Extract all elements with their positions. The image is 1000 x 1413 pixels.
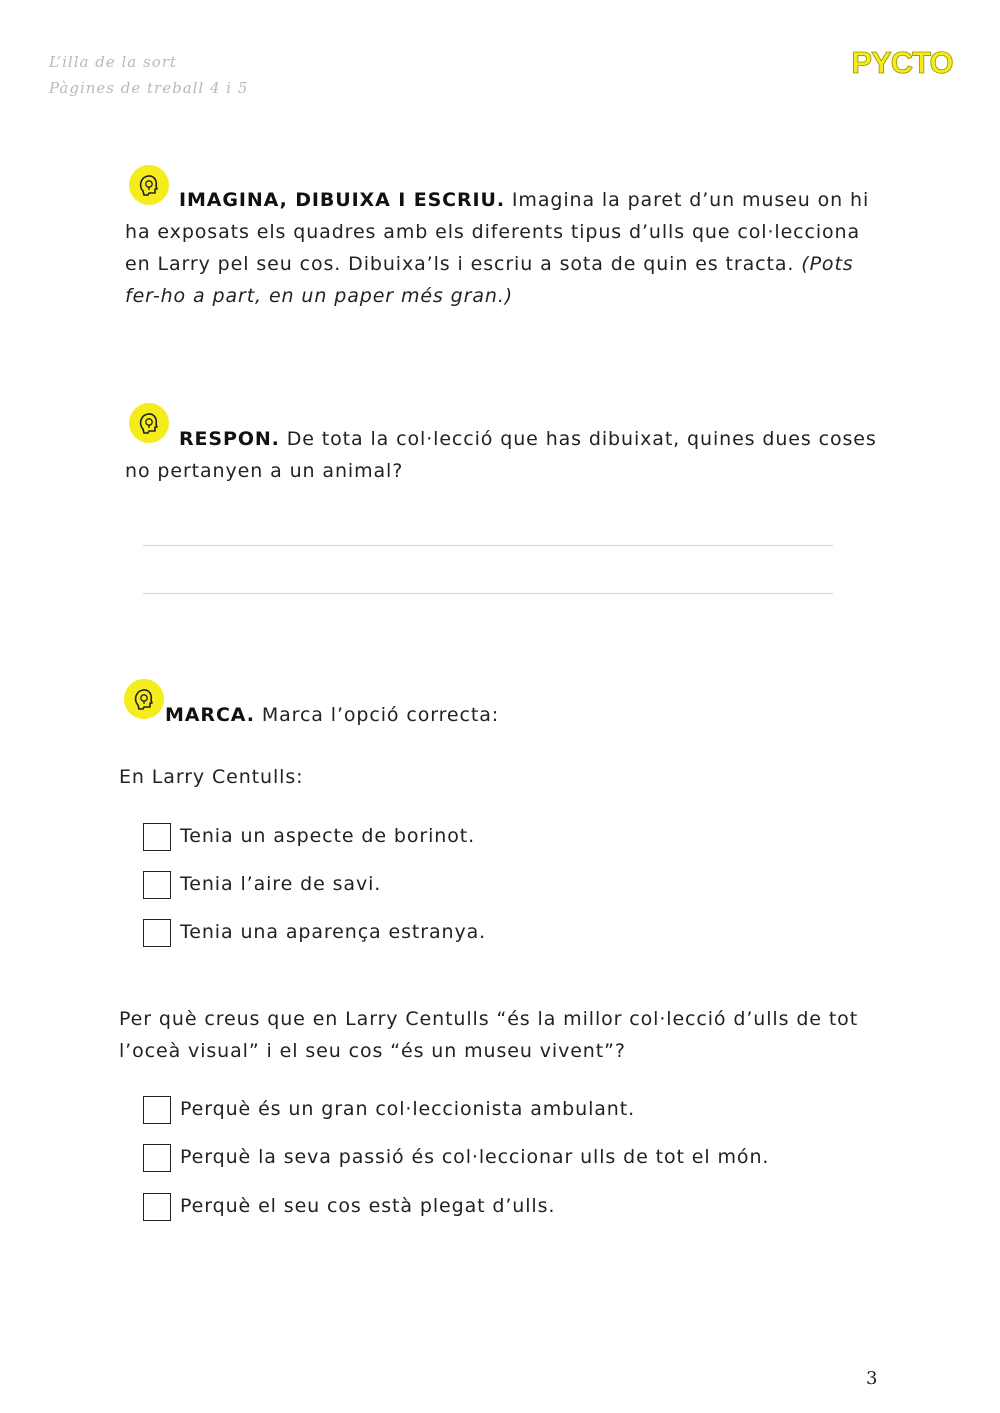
lightbulb-head-icon: [124, 679, 164, 719]
checkbox[interactable]: [143, 1193, 171, 1221]
checkbox[interactable]: [143, 1096, 171, 1124]
pycto-logo: [842, 40, 964, 82]
book-title: L’illa de la sort: [49, 53, 177, 71]
question-1-option-2[interactable]: [143, 871, 743, 903]
activity-1-text: Imagina la paret d’un museu on hi ha exposats els quadres amb els diferents tipus d’ulls que col·lecciona en Larry pel seu cos. Dibuixa’ls i escriu a sota de quin es tracta.: [125, 189, 870, 275]
checkbox[interactable]: [143, 1144, 171, 1172]
worksheet-pages: Pàgines de treball 4 i 5: [49, 79, 249, 97]
answer-line-2[interactable]: [143, 593, 833, 594]
question-1-option-1[interactable]: [143, 823, 743, 855]
activity-1-note: (Pots fer-ho a part, en un paper més gran.): [125, 253, 854, 307]
option-label: Tenia una aparença estranya.: [180, 921, 487, 943]
checkbox[interactable]: [143, 871, 171, 899]
checkbox[interactable]: [143, 823, 171, 851]
option-label: Perquè és un gran col·leccionista ambulant.: [180, 1098, 636, 1120]
logo-text: PYCTO: [851, 45, 953, 80]
activity-2-heading: RESPON.: [179, 428, 280, 450]
page-number: 3: [866, 1368, 878, 1389]
option-label: Perquè el seu cos està plegat d’ulls.: [180, 1195, 556, 1217]
question-1-prompt: En Larry Centulls:: [119, 766, 304, 788]
checkbox[interactable]: [143, 919, 171, 947]
activity-1-heading: IMAGINA, DIBUIXA I ESCRIU.: [179, 189, 505, 211]
activity-3-heading: MARCA.: [165, 704, 255, 726]
question-2-prompt: Per què creus que en Larry Centulls “és la millor col·lecció d’ulls de tot l’oceà visual” i el seu cos “és un museu vivent”?: [119, 1008, 859, 1062]
activity-1-instructions: [125, 184, 870, 312]
option-label: Tenia l’aire de savi.: [180, 873, 382, 895]
activity-3-text: Marca l’opció correcta:: [254, 704, 500, 726]
activity-2-text: De tota la col·lecció que has dibuixat, quines dues coses no pertanyen a un animal?: [125, 428, 877, 482]
activity-3-instructions: [165, 699, 865, 731]
question-1-option-3[interactable]: [143, 919, 743, 951]
question-2-option-2[interactable]: [143, 1144, 843, 1176]
option-label: Perquè la seva passió és col·leccionar ulls de tot el món.: [180, 1146, 770, 1168]
question-2-option-3[interactable]: [143, 1193, 843, 1225]
activity-2-instructions: [125, 423, 890, 487]
answer-line-1[interactable]: [143, 545, 833, 546]
question-2-option-1[interactable]: [143, 1096, 843, 1128]
option-label: Tenia un aspecte de borinot.: [180, 825, 476, 847]
